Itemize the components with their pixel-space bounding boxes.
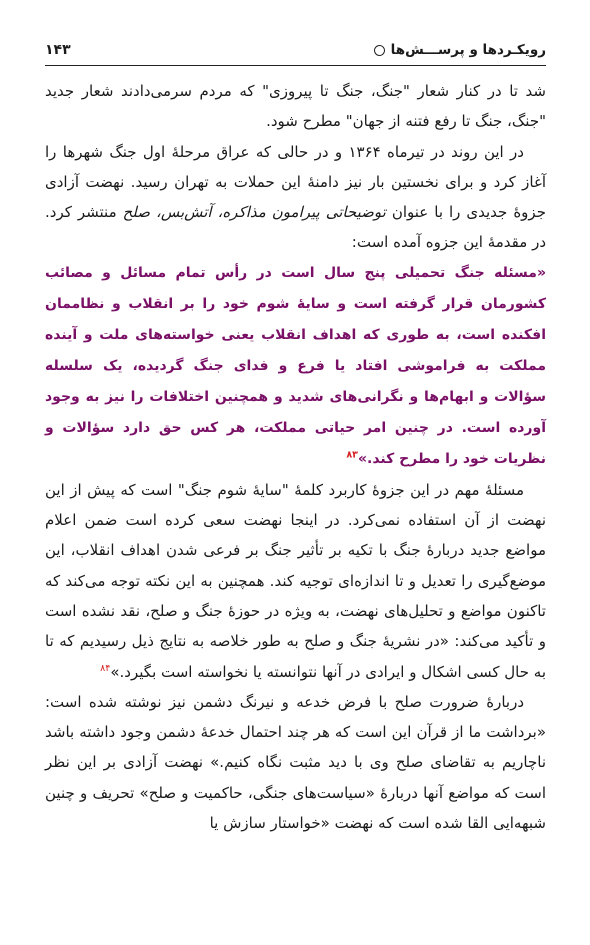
running-title-text: رویکـردها و پرســـش‌ها: [390, 42, 546, 58]
page-header: [45, 42, 546, 64]
footnote-marker-83[interactable]: ۸۳: [346, 449, 358, 461]
paragraph-3: [45, 475, 546, 687]
circle-bullet-icon: [374, 45, 385, 56]
paragraph-2-text-a: در این روند در تیرماه ۱۳۶۴ و در حالی که عراق مرحلهٔ اول جنگ شهرها را آغاز کرد و برای نخستین بار نیز دامنهٔ این حملات به تهران رسید. نهضت آزادی جزوهٔ جدیدی را با عنوان: [45, 142, 546, 222]
header-rule: [45, 65, 546, 66]
paragraph-1: شد تا در کنار شعار "جنگ، جنگ تا پیروزی" که مردم سرمی‌دادند شعار جدید "جنگ، جنگ تا رفع فتنه از جهان" مطرح شود.: [45, 82, 546, 131]
paragraph-4: دربارهٔ ضرورت صلح با فرض خدعه و نیرنگ دشمن نیز نوشته شده است: «برداشت ما از قرآن این است که هر چند احتمال خدعهٔ دشمن وجود داشته باشد ناچاریم به تقاضای صلح وی با دید مثبت نگاه کنیم.» نهضت آزادی بر این نظر است که مواضع آنها دربارهٔ «سیاست‌های جنگی، حاکمیت و صلح» تحریف و چنین شبهه‌ایی القا شده است که نهضت «خواستار سازش یا: [45, 692, 546, 833]
page-number: ۱۴۳: [45, 42, 71, 58]
block-quote: [45, 258, 546, 475]
running-title: [374, 42, 546, 58]
paragraph-2-text-b: منتشر کرد. در مقدمهٔ این جزوه آمده است:: [45, 203, 546, 252]
quote-text: «مسئله جنگ تحمیلی پنج سال است در رأس تمام مسائل و مصائب کشورمان قرار گرفته است و سایهٔ شوم خود را بر انقلاب و نظاممان افکنده است، به طوری که اهداف انقلاب یعنی خواسته‌های ملت و آینده مملکت به فراموشی افتاد یا فرع و فدای جنگ گردیده، یک سلسله سؤالات و ابهام‌ها و نگرانی‌های شدید و همچنین اختلافات را نیز به وجود آورده است. در چنین امر حیاتی مملکت، هر کس حق دارد سؤالات و نظریات خود را مطرح کند.»: [45, 264, 546, 467]
page-body: [45, 76, 546, 838]
paragraph-3-text: مسئلهٔ مهم در این جزوهٔ کاربرد کلمهٔ "سایهٔ شوم جنگ" است که پیش از این نهضت از آن استفاده نمی‌کرد. در اینجا نهضت سعی کرده است ضمن اعلام مواضع جدید دربارهٔ جنگ با تکیه بر تأثیر جنگ بر فرعی شدن اهداف انقلاب، این موضع‌گیری را تعدیل و تا اندازه‌ای توجیه کند. همچنین به این نکته توجه می‌کند که تاکنون مواضع و تحلیل‌های نهضت، به ویژه در حوزهٔ جنگ و صلح، نقد نشده است و تأکید می‌کند: «در نشریهٔ جنگ و صلح به طور خلاصه به نتایج ذیل رسیدیم که تا به حال کسی اشکال و ایرادی در آنها نتوانسته یا نخواسته است بگیرد.»: [45, 480, 546, 681]
footnote-marker-84[interactable]: ۸۴: [100, 662, 111, 674]
paragraph-2: [45, 137, 546, 258]
booklet-title: توضیحاتی پیرامون مذاکره، آتش‌بس، صلح: [122, 203, 386, 222]
